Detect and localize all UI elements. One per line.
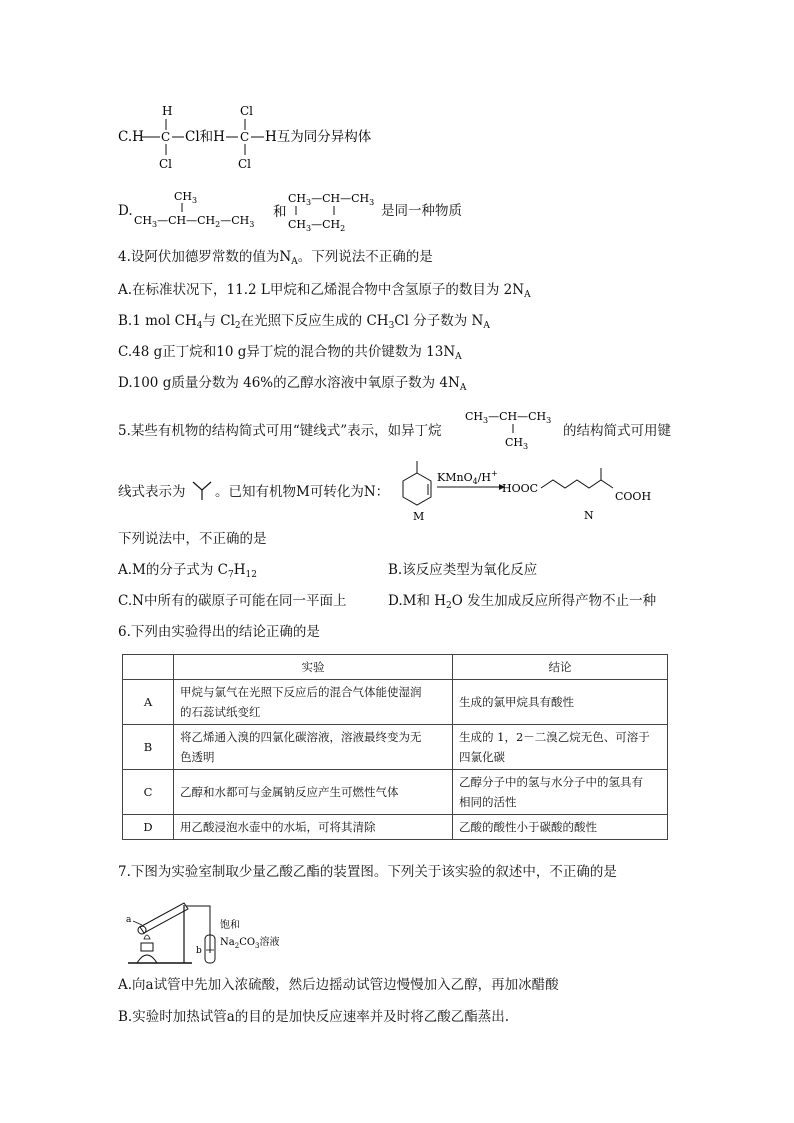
q3c-mid: Cl和H <box>185 129 225 145</box>
svg-text:CH3: $CH_3$ <box>505 436 529 451</box>
table-row <box>123 815 668 840</box>
q6-stem: 6.下列由实验得出的结论正确的是 <box>118 624 320 640</box>
q3c-bottom-cl: Cl <box>159 157 173 171</box>
row-experiment: 甲烷与氯气在光照下反应后的混合气体能使湿润 的石蕊试纸变红 <box>174 680 453 725</box>
svg-text:CH3—CH2: $CH_3—CH_2$ <box>288 218 346 233</box>
n-right-group: COOH <box>615 490 652 503</box>
row-experiment: 用乙酸浸泡水壶中的水垢，可将其清除 <box>174 815 453 840</box>
q5-ask: 下列说法中，不正确的是 <box>118 531 267 547</box>
q7-option-b: B.实验时加热试管a的目的是加快反应速率并及时将乙酸乙酯蒸出. <box>118 1009 510 1025</box>
table-header-row <box>123 655 668 680</box>
table-row <box>123 725 668 770</box>
q3c-carbon-2: C <box>240 130 250 144</box>
row-key: C <box>123 770 174 815</box>
q4-option-c: C.48 g正丁烷和10 g异丁烷的混合物的共价键数为 $13N_A$ <box>118 344 462 362</box>
q5-stem-line1-end: 的结构简式可用键 <box>563 423 671 439</box>
header-experiment: 实验 <box>174 655 453 680</box>
q3c-top-cl: Cl <box>240 104 254 118</box>
label-saturated: 饱和 <box>220 920 240 931</box>
q3c-prefix: C.H <box>118 129 144 145</box>
q3c-end: H互为同分异构体 <box>265 129 372 145</box>
q3d-mid: 和 <box>273 204 287 220</box>
q5-stem-line1: 5.某些有机物的结构简式可用“键线式”表示，如异丁烷 <box>118 423 442 439</box>
svg-text:CH3—CH—CH2—CH3: $CH_3—CH—CH_2—CH_3$ <box>134 214 255 229</box>
row-conclusion: 生成的氯甲烷具有酸性 <box>453 680 668 725</box>
q4-option-a: A.在标准状况下，11.2 L甲烷和乙烯混合物中含氢原子的数目为 $2N_A$ <box>118 282 531 300</box>
row-conclusion: 乙醇分子中的氢与水分子中的氢具有 相同的活性 <box>453 770 668 815</box>
row-key: B <box>123 725 174 770</box>
q5-option-d: D.M和 $H_2O$ 发生加成反应所得产物不止一种 <box>388 593 657 611</box>
label-m: M <box>413 510 425 523</box>
row-experiment: 乙醇和水都可与金属钠反应产生可燃性气体 <box>174 770 453 815</box>
q3c-bottom-cl2: Cl <box>238 157 252 171</box>
label-na2co3: $Na_2CO_3$溶液 <box>220 937 280 950</box>
q3c-top-h: H <box>162 104 173 118</box>
experiment-table <box>122 654 668 840</box>
q3c-structure <box>118 100 418 180</box>
row-key: D <box>123 815 174 840</box>
svg-text:CH3—CH—CH3: $CH_3—CH—CH_3$ <box>465 410 552 425</box>
table-row <box>123 770 668 815</box>
q4-stem: 4.设阿伏加德罗常数的值为$N_A$。下列说法不正确的是 <box>118 249 433 267</box>
q3d-end: 是同一种物质 <box>381 203 462 219</box>
svg-text:CH3—CH—CH3: $CH_3—CH—CH_3$ <box>288 192 375 207</box>
m-to-n-reaction <box>395 455 665 525</box>
label-a: a <box>126 915 132 925</box>
header-conclusion: 结论 <box>453 655 668 680</box>
apparatus-diagram <box>122 895 292 967</box>
q7-stem: 7.下图为实验室制取少量乙酸乙酯的装置图。下列关于该实验的叙述中，不正确的是 <box>118 864 617 880</box>
isobutane-skeletal-icon <box>191 480 213 502</box>
n-left-group: HOOC <box>502 482 539 495</box>
q3c-carbon-1: C <box>161 130 171 144</box>
q5-option-b: B.该反应类型为氧化反应 <box>388 562 538 578</box>
q3d-prefix: D. <box>118 203 133 219</box>
label-n: N <box>584 509 594 522</box>
q5-option-c: C.N中所有的碳原子可能在同一平面上 <box>118 593 347 609</box>
q4-option-b: B.1 mol $CH_4$与 $Cl_2$在光照下反应生成的 $CH_3Cl$ 分子数为 $N_A$ <box>118 313 490 331</box>
q7-option-a: A.向a试管中先加入浓硫酸，然后边摇动试管边慢慢加入乙醇，再加冰醋酸 <box>118 977 559 993</box>
isobutane-structure <box>465 406 565 452</box>
row-conclusion: 生成的 1，2－二溴乙烷无色、可溶于 四氯化碳 <box>453 725 668 770</box>
table-row <box>123 680 668 725</box>
svg-text:CH3: $CH_3$ <box>174 190 198 205</box>
q5-stem-line2-end: 。已知有机物M可转化为N： <box>215 484 390 500</box>
q5-stem-line2: 线式表示为 <box>118 484 186 500</box>
label-b: b <box>196 946 202 956</box>
q5-option-a: A.M的分子式为 $C_7H_{12}$ <box>118 562 257 580</box>
row-conclusion: 乙酸的酸性小于碳酸的酸性 <box>453 815 668 840</box>
row-experiment: 将乙烯通入溴的四氯化碳溶液，溶液最终变为无 色透明 <box>174 725 453 770</box>
reagent-label: KMnO$_4$/H+ <box>437 469 498 486</box>
row-key: A <box>123 680 174 725</box>
q4-option-d: D.100 g质量分数为 46%的乙醇水溶液中氧原子数为 $4N_A$ <box>118 375 467 393</box>
